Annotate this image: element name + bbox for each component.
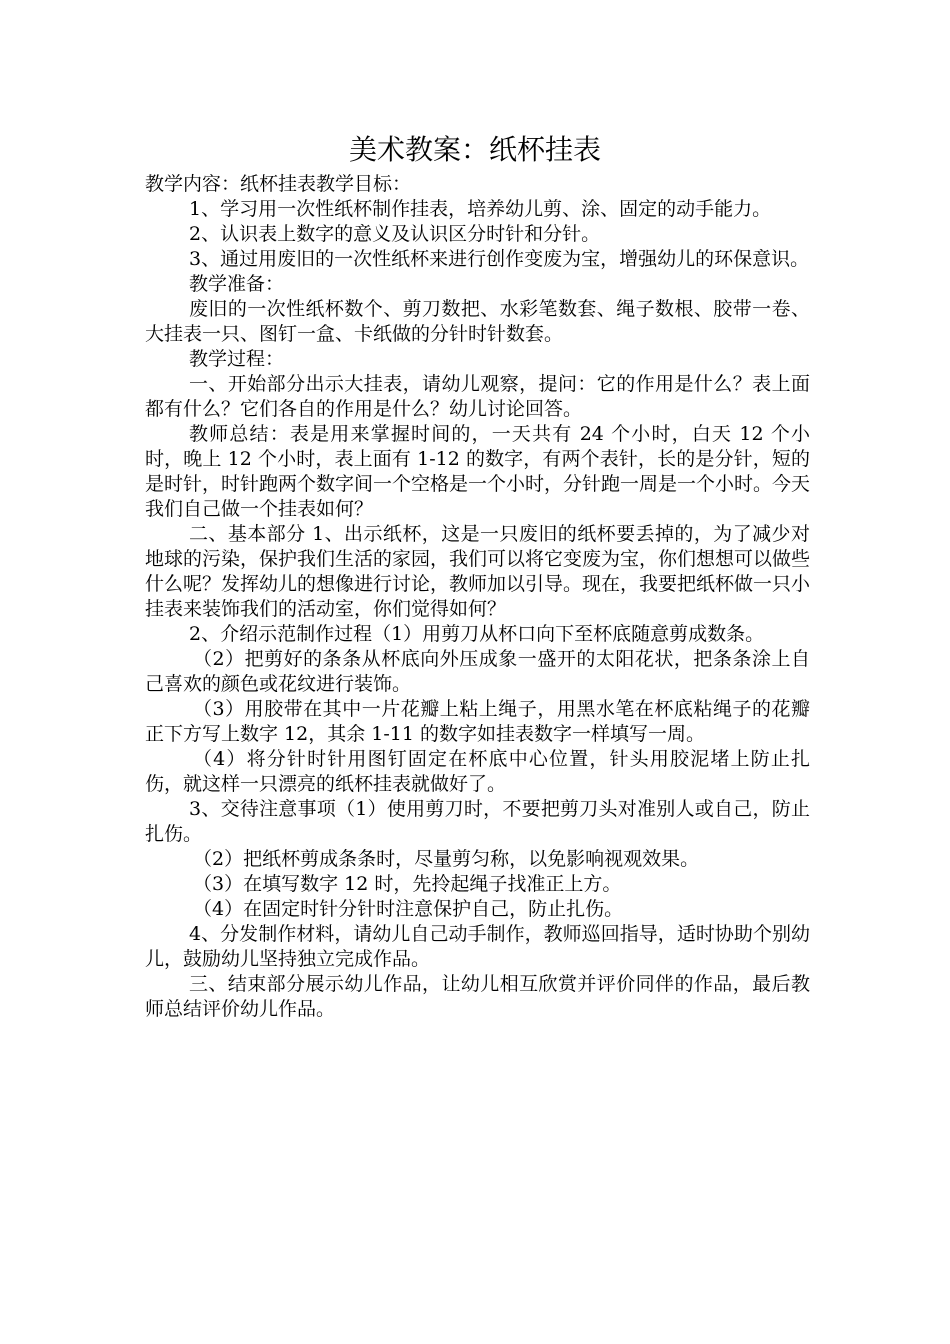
paragraph-objective-1: 1、学习用一次性纸杯制作挂表，培养幼儿剪、涂、固定的动手能力。 <box>189 198 772 220</box>
document-title: 美术教案：纸杯挂表 <box>348 133 601 166</box>
paragraph-distribute-materials: 4、分发制作材料，请幼儿自己动手制作，教师巡回指导，适时协助个别幼儿，鼓励幼儿坚持独立完成作品。 <box>145 923 810 970</box>
paragraph-demo-step-4: （4）将分针时针用图钉固定在杯底中心位置，针头用胶泥堵上防止扎伤，就这样一只漂亮的纸杯挂表就做好了。 <box>145 748 810 795</box>
paragraph-caution-1: 3、交待注意事项（1）使用剪刀时，不要把剪刀头对准别人或自己，防止扎伤。 <box>145 798 810 845</box>
paragraph-demo-step-1: 2、介绍示范制作过程（1）用剪刀从杯口向下至杯底随意剪成数条。 <box>189 623 765 645</box>
paragraph-process-opening: 一、开始部分出示大挂表，请幼儿观察，提问：它的作用是什么？表上面都有什么？它们各自的作用是什么？幼儿讨论回答。 <box>145 373 810 420</box>
paragraph-caution-2: （2）把纸杯剪成条条时，尽量剪匀称，以免影响视观效果。 <box>193 848 700 870</box>
paragraph-closing: 三、结束部分展示幼儿作品，让幼儿相互欣赏并评价同伴的作品，最后教师总结评价幼儿作品。 <box>145 973 810 1020</box>
paragraph-process-basic: 二、基本部分 1、出示纸杯，这是一只废旧的纸杯要丢掉的，为了减少对地球的污染，保护我们生活的家园，我们可以将它变废为宝，你们想想可以做些什么呢？发挥幼儿的想像进行讨论，教师加以引导。现在，我要把纸杯做一只小挂表来装饰我们的活动室，你们觉得如何？ <box>145 523 811 620</box>
document-body <box>145 172 810 1022</box>
paragraph-objective-2: 2、认识表上数字的意义及认识区分时针和分针。 <box>189 223 601 245</box>
paragraph-caution-3: （3）在填写数字 12 时，先拎起绳子找准正上方。 <box>193 873 622 895</box>
paragraph-content-objectives: 教学内容：纸杯挂表教学目标： <box>145 173 412 195</box>
paragraph-preparation-materials: 废旧的一次性纸杯数个、剪刀数把、水彩笔数套、绳子数根、胶带一卷、大挂表一只、图钉一盒、卡纸做的分针时针数套。 <box>145 298 810 345</box>
paragraph-caution-4: （4）在固定时针分针时注意保护自己，防止扎伤。 <box>193 898 624 920</box>
paragraph-objective-3: 3、通过用废旧的一次性纸杯来进行创作变废为宝，增强幼儿的环保意识。 <box>189 248 810 270</box>
paragraph-preparation-heading: 教学准备： <box>189 273 285 295</box>
paragraph-demo-step-2: （2）把剪好的条条从杯底向外压成象一盛开的太阳花状，把条条涂上自己喜欢的颜色或花纹进行装饰。 <box>145 648 810 695</box>
paragraph-demo-step-3: （3）用胶带在其中一片花瓣上粘上绳子，用黑水笔在杯底粘绳子的花瓣正下方写上数字 12，其余 1-11 的数字如挂表数字一样填写一周。 <box>145 698 810 745</box>
paragraph-process-heading: 教学过程： <box>189 348 285 370</box>
paragraph-teacher-summary: 教师总结：表是用来掌握时间的，一天共有 24 个小时，白天 12 个小时，晚上 12 个小时，表上面有 1-12 的数字，有两个表针，长的是分针，短的是时针，时针跑两个数字间一个空格是一个小时，分针跑一周是一个小时。今天我们自己做一个挂表如何？ <box>145 423 811 520</box>
